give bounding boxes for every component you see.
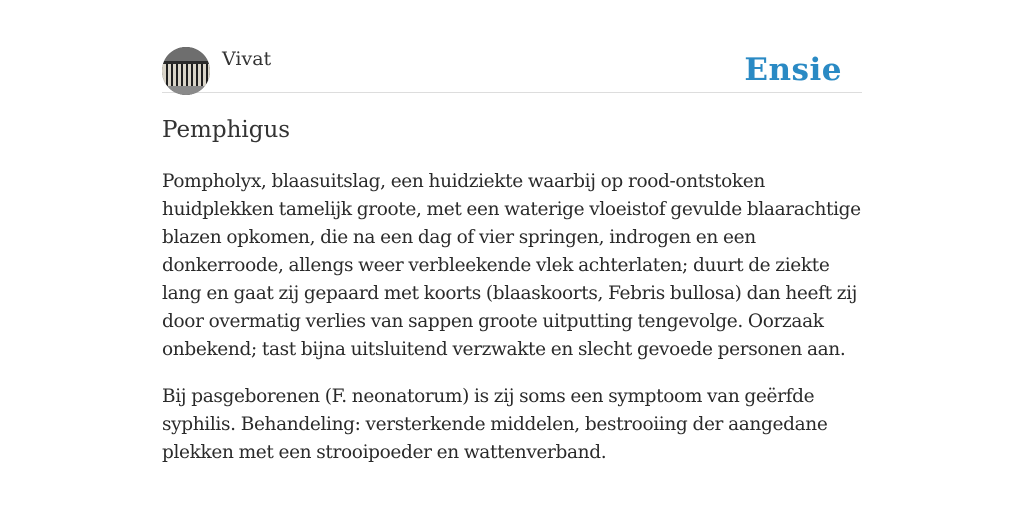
- author-avatar[interactable]: [162, 47, 210, 95]
- avatar-image-icon: [162, 47, 210, 95]
- author-name[interactable]: Vivat: [222, 48, 272, 70]
- ensie-logo[interactable]: Ensie: [744, 52, 842, 88]
- entry-paragraph-2: Bij pasgeborenen (F. neonatorum) is zij soms een symptoom van geërfde syphilis. Behandeling: versterkende middelen, bestrooiing der aangedane plekken met een strooipoeder en wattenverband.: [162, 386, 828, 463]
- header: [162, 44, 862, 93]
- entry-body: [162, 168, 862, 486]
- entry-paragraph-1: Pompholyx, blaasuitslag, een huidziekte waarbij op rood-ontstoken huidplekken tamelijk groote, met een waterige vloeistof gevulde blaarachtige blazen opkomen, die na een dag of vier springen, indrogen en een donkerroode, allengs weer verbleekende vlek achterlaten; duurt de ziekte lang en gaat zij gepaard met koorts (blaaskoorts, Febris bullosa) dan heeft zij door overmatig verlies van sappen groote uitputting tengevolge. Oorzaak onbekend; tast bijna uitsluitend verzwakte en slecht gevoede personen aan.: [162, 171, 861, 360]
- entry-title: Pemphigus: [162, 117, 291, 143]
